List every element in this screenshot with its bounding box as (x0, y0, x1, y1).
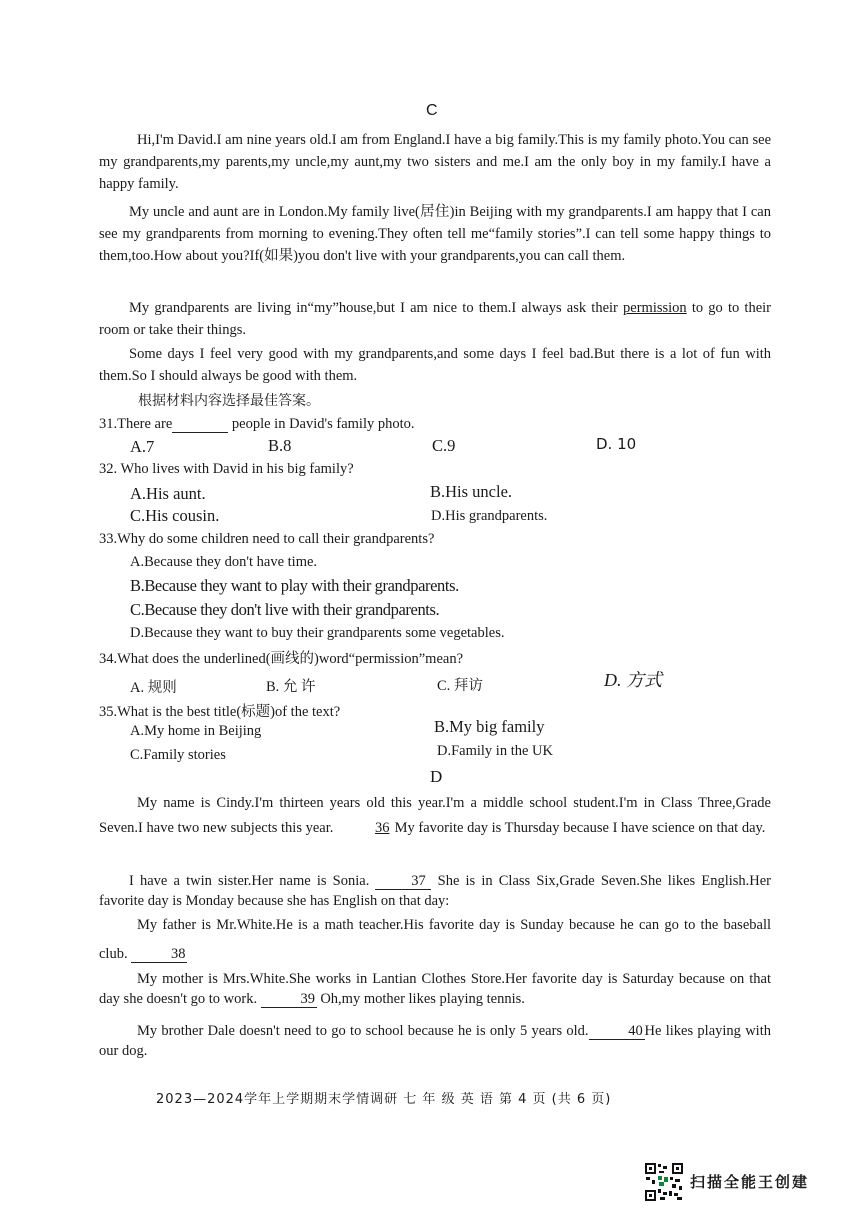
passage-d-paragraph-3 (99, 911, 771, 969)
section-d-heading: D (430, 767, 443, 786)
q34-option-c: C. 拜访 (437, 678, 483, 694)
passage-d-paragraph-4 (99, 969, 771, 1009)
question-31-tail: people in David's family photo. (228, 416, 415, 432)
q32-option-b: B.His uncle. (430, 482, 513, 501)
q32-option-d: D.His grandparents. (431, 508, 548, 524)
q31-option-c: C.9 (432, 436, 456, 455)
q35-option-b: B.My big family (434, 717, 545, 736)
passage-d-paragraph-2 (99, 871, 771, 911)
q35-option-a: A.My home in Beijing (130, 723, 262, 739)
blank-36: 36 (374, 820, 390, 836)
passage-c-paragraph-4: Some days I feel very good with my grandparents,and some days I feel bad.But there is a lot of fun with them.So I should always be good with them. (99, 346, 771, 384)
blank-38: 38 (131, 947, 187, 963)
passage-d-paragraph-5 (99, 1021, 771, 1061)
q35-option-d: D.Family in the UK (437, 743, 553, 759)
passage-d-paragraph-3-text: My father is Mr.White.He is a math teacher.His favorite day is Sunday because he can go to the baseball club. (99, 917, 771, 962)
q31-option-b: B.8 (268, 436, 292, 455)
question-31-stem: 31.There are (99, 416, 173, 432)
passage-d-paragraph-1-tail: My favorite day is Thursday because I have science on that day. (394, 820, 766, 836)
passage-c-paragraph-3-text: My grandparents are living in“my”house,but I am nice to them.I always ask their (129, 300, 618, 316)
q33-option-c: C.Because they don't live with their grandparents. (130, 600, 440, 619)
q33-option-a: A.Because they don't have time. (130, 554, 318, 570)
question-32: 32. Who lives with David in his big family? (99, 461, 354, 477)
passage-c-paragraph-3 (99, 297, 771, 341)
passage-d-paragraph-1 (99, 791, 771, 841)
passage-c-paragraph-3-tail: to go to their room or take their things. (99, 300, 772, 338)
passage-c-paragraph-1: Hi,I'm David.I am nine years old.I am from England.I have a big family.This is my family photo.You can see my grandparents,my parents,my uncle,my aunt,my two sisters and me.I am the only boy in my family.I have a happy family. (99, 132, 771, 192)
scanner-brand-label: 扫描全能王创建 (690, 1173, 810, 1191)
question-31 (99, 416, 415, 433)
instruction: 根据材料内容选择最佳答案。 (138, 393, 320, 409)
q34-option-d: D. 方式 (604, 670, 662, 690)
question-35: 35.What is the best title(标题)of the text? (99, 704, 341, 720)
q34-option-a: A. 规则 (130, 680, 177, 696)
qr-code-icon (644, 1162, 684, 1202)
blank-40: 40 (589, 1024, 645, 1040)
q35-option-c: C.Family stories (130, 747, 226, 763)
passage-d-paragraph-2-tail: She is in Class Six,Grade Seven.She likes English.Her favorite day is Monday because she has English on that day: (99, 873, 772, 909)
passage-d-paragraph-4-text: My mother is Mrs.White.She works in Lantian Clothes Store.Her favorite day is Saturday because on that day she doesn't go to work. (99, 971, 771, 1007)
passage-c-paragraph-2: My uncle and aunt are in London.My family live(居住)in Beijing with my grandparents.I am happy that I can see my grandparents from morning to evening.They often tell me“family stories”.I can tell some happy things to them,too.How about you?If(如果)you don't live with your grandparents,you can call them. (99, 204, 771, 264)
q31-option-a: A.7 (130, 437, 155, 456)
q33-option-b: B.Because they want to play with their grandparents. (130, 576, 459, 595)
page-footer: 2023—2024学年上学期期末学情调研 七 年 级 英 语 第 4 页 (共 6 页) (156, 1092, 612, 1107)
q33-option-d: D.Because they want to buy their grandparents some vegetables. (130, 625, 505, 641)
question-33: 33.Why do some children need to call their grandparents? (99, 531, 435, 547)
answer-blank (172, 417, 228, 433)
q32-option-a: A.His aunt. (130, 484, 206, 503)
passage-d-paragraph-5-tail: He likes playing with our dog. (99, 1023, 771, 1059)
passage-d-paragraph-1-text: My name is Cindy.I'm thirteen years old this year.I'm a middle school student.I'm in Class Three,Grade Seven.I have two new subjects this year. (99, 795, 771, 836)
section-c-heading: C (426, 102, 438, 119)
passage-d-paragraph-4-tail: Oh,my mother likes playing tennis. (320, 991, 525, 1007)
passage-d-paragraph-2-text: I have a twin sister.Her name is Sonia. (129, 873, 370, 889)
question-34: 34.What does the underlined(画线的)word“permission”mean? (99, 651, 464, 667)
q32-option-c: C.His cousin. (130, 506, 220, 525)
blank-39: 39 (261, 992, 317, 1008)
passage-d-paragraph-5-text: My brother Dale doesn't need to go to school because he is only 5 years old. (137, 1023, 589, 1039)
blank-37: 37 (375, 874, 431, 890)
q34-option-b: B. 允 许 (266, 679, 316, 695)
underlined-word: permission (623, 300, 687, 316)
q31-option-d: D. 10 (596, 435, 637, 453)
